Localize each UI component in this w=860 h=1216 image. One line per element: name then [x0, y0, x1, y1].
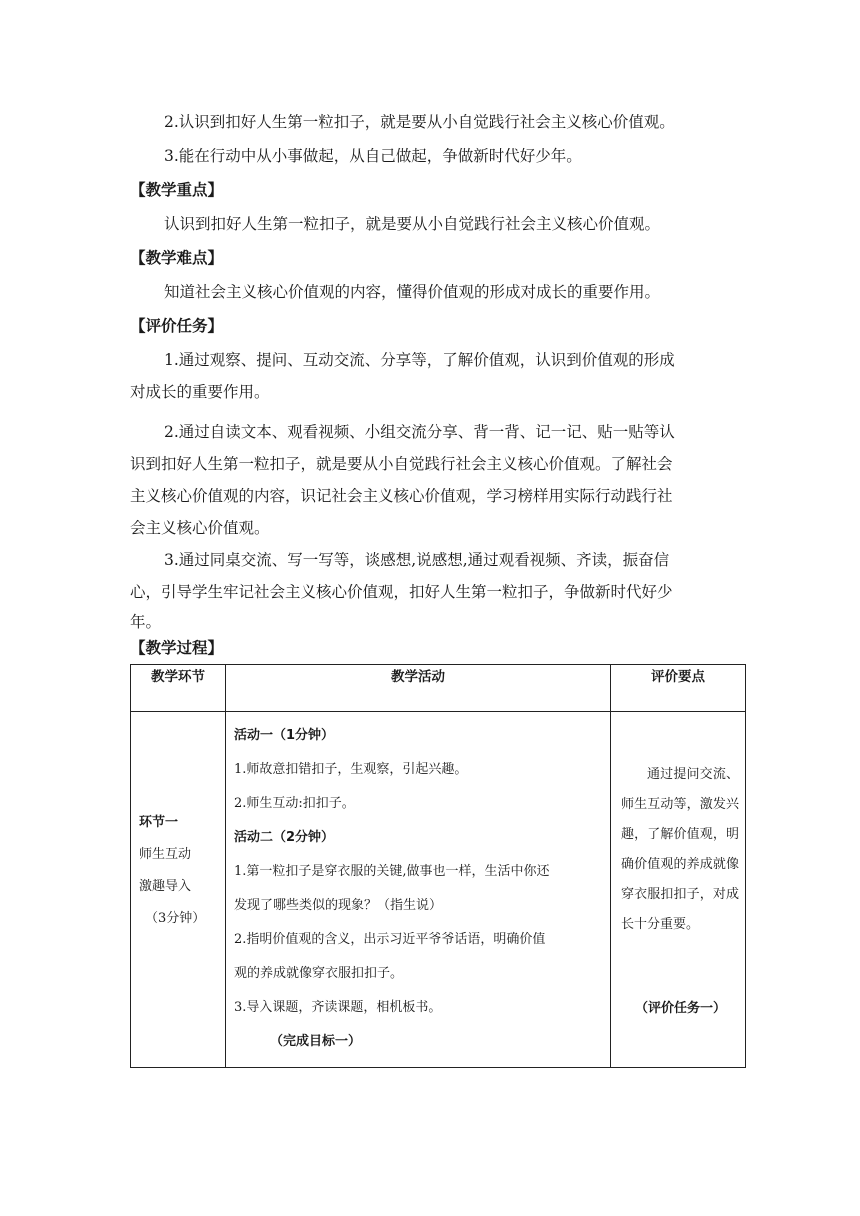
column-header-activity: 教学活动 — [226, 665, 611, 712]
difficulty-heading: 【教学难点】 — [130, 249, 224, 267]
eval-task-2-line: 识到扣好人生第一粒扣子，就是要从小自觉践行社会主义核心价值观。了解社会 — [130, 455, 673, 473]
activity-2-line-1: 1.第一粒扣子是穿衣服的关键,做事也一样，生活中你还 — [234, 864, 550, 879]
activity-2-line-2: 发现了哪些类似的现象？（指生说） — [234, 898, 443, 913]
activity-2-title: 活动二（2分钟） — [234, 830, 335, 845]
stage-time: （3分钟） — [145, 911, 206, 926]
activity-1-line-2: 2.师生互动:扣扣子。 — [234, 796, 355, 811]
activity-1-title: 活动一（1分钟） — [234, 728, 335, 743]
evaluation-cell — [611, 712, 746, 1068]
eval-task-2-line: 主义核心价值观的内容，识记社会主义核心价值观，学习榜样用实际行动践行社 — [130, 487, 673, 505]
activity-2-line-3: 2.指明价值观的含义，出示习近平爷爷话语，明确价值 — [234, 932, 546, 947]
objective-2: 2.认识到扣好人生第一粒扣子，就是要从小自觉践行社会主义核心价值观。 — [164, 113, 675, 131]
column-header-evaluation: 评价要点 — [611, 665, 746, 712]
activity-1-line-1: 1.师故意扣错扣子，生观察，引起兴趣。 — [234, 762, 468, 777]
eval-task-2-line: 会主义核心价值观。 — [130, 519, 270, 537]
stage-label: 环节一 — [139, 815, 179, 830]
table-header-row — [131, 665, 746, 712]
eval-task-3-line: 3.通过同桌交流、写一写等，谈感想,说感想,通过观看视频、齐读，振奋信 — [164, 551, 670, 569]
eval-task-1-line: 对成长的重要作用。 — [130, 383, 270, 401]
stage-name-line2: 激趣导入 — [139, 879, 192, 894]
evaluation-tasks-heading: 【评价任务】 — [130, 317, 224, 335]
table-row — [131, 712, 746, 1068]
key-point-heading: 【教学重点】 — [130, 181, 224, 199]
eval-task-3-line: 心，引导学生牢记社会主义核心价值观，扣好人生第一粒扣子，争做新时代好少 — [130, 583, 673, 601]
activity-2-line-4: 观的养成就像穿衣服扣扣子。 — [234, 966, 404, 981]
objective-3: 3.能在行动中从小事做起，从自己做起，争做新时代好少年。 — [164, 147, 582, 165]
key-point-text: 认识到扣好人生第一粒扣子，就是要从小自觉践行社会主义核心价值观。 — [164, 215, 661, 233]
column-header-stage: 教学环节 — [131, 665, 226, 712]
difficulty-text: 知道社会主义核心价值观的内容，懂得价值观的形成对成长的重要作用。 — [164, 283, 661, 301]
eval-task-3-line: 年。 — [130, 613, 162, 631]
evaluation-task-reference: （评价任务一） — [635, 1001, 727, 1016]
goal-reference: （完成目标一） — [270, 1034, 362, 1049]
eval-task-2-line: 2.通过自读文本、观看视频、小组交流分享、背一背、记一记、贴一贴等认 — [164, 423, 675, 441]
activity-2-line-5: 3.导入课题，齐读课题，相机板书。 — [234, 1000, 442, 1015]
stage-name-line1: 师生互动 — [139, 847, 192, 862]
process-heading: 【教学过程】 — [130, 639, 224, 657]
stage-cell — [131, 712, 226, 1068]
eval-task-1-line: 1.通过观察、提问、互动交流、分享等，了解价值观，认识到价值观的形成 — [164, 351, 675, 369]
teaching-process-table — [130, 664, 746, 1068]
activity-cell — [226, 712, 611, 1068]
evaluation-points-text: 通过提问交流、师生互动等，激发兴趣，了解价值观，明确价值观的养成就像穿衣服扣扣子，对成长十分重要。 — [621, 767, 739, 932]
